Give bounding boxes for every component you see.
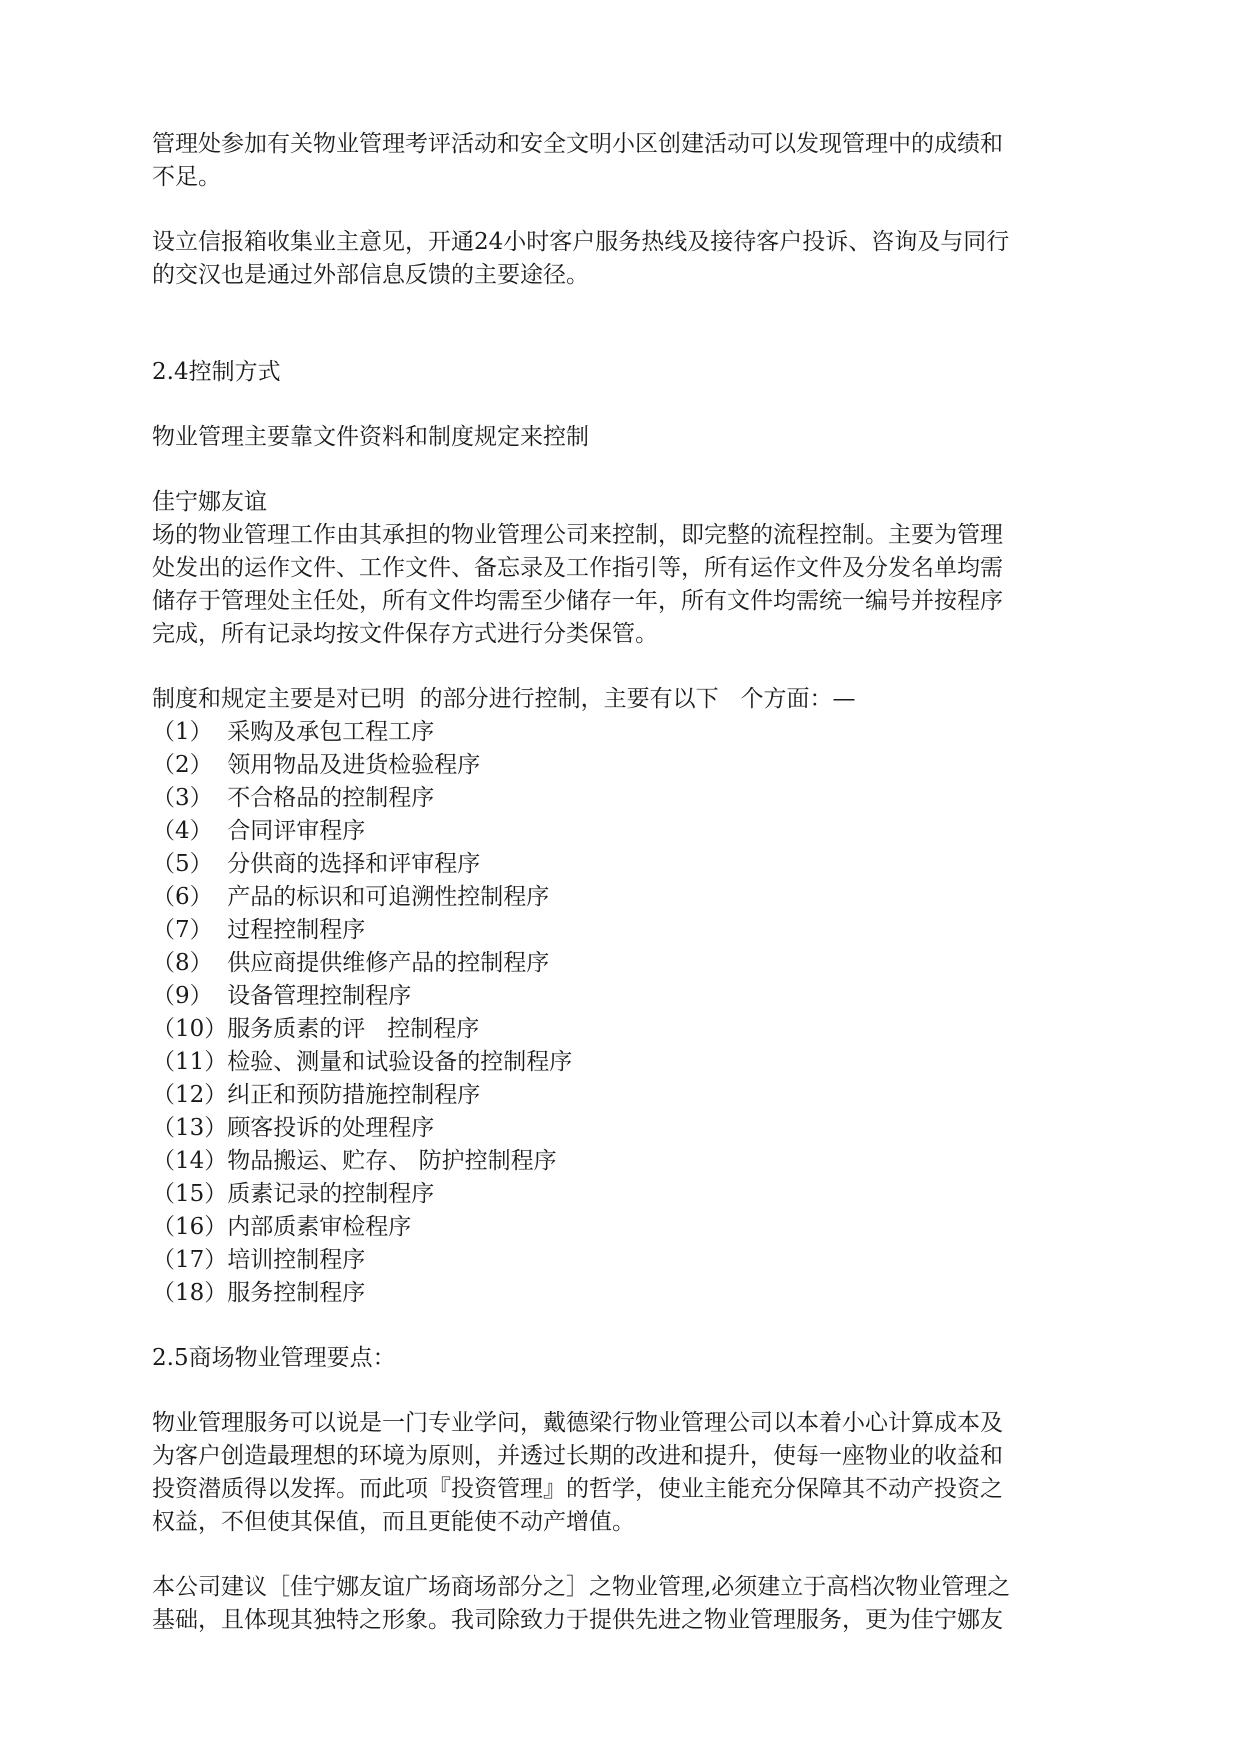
list-item: （18）服务控制程序 (152, 1280, 366, 1306)
list-item: （12）纠正和预防措施控制程序 (152, 1082, 481, 1108)
list-item: （11）检验、测量和试验设备的控制程序 (152, 1049, 573, 1075)
list-item: （16）内部质素审检程序 (152, 1214, 412, 1240)
paragraph-assessment-line-2: 不足。 (152, 164, 221, 190)
list-item: （1） 采购及承包工程工序 (152, 719, 435, 745)
paragraph-workflow-line-4: 储存于管理处主任处，所有文件均需至少储存一年，所有文件均需统一编号并按程序 (152, 588, 1003, 614)
list-item: （14）物品搬运、贮存、 防护控制程序 (152, 1148, 557, 1174)
paragraph-workflow-line-5: 完成，所有记录均按文件保存方式进行分类保管。 (152, 621, 658, 647)
list-item: （8） 供应商提供维修产品的控制程序 (152, 950, 550, 976)
list-item: （6） 产品的标识和可追溯性控制程序 (152, 884, 550, 910)
paragraph-workflow-line-2: 场的物业管理工作由其承担的物业管理公司来控制，即完整的流程控制。主要为管理 (152, 522, 1003, 548)
spacer (152, 651, 1092, 683)
paragraph-proposal-line-1: 本公司建议［佳宁娜友谊广场商场部分之］之物业管理,必须建立于高档次物业管理之 (152, 1574, 1011, 1600)
spacer (152, 389, 1092, 421)
paragraph-feedback-line-1: 设立信报箱收集业主意见，开通24小时客户服务热线及接待客户投诉、咨询及与同行 (152, 229, 1010, 255)
list-item: （4） 合同评审程序 (152, 818, 366, 844)
paragraph-assessment-line-1: 管理处参加有关物业管理考评活动和安全文明小区创建活动可以发现管理中的成绩和 (152, 131, 1003, 157)
paragraph-investment-line-2: 为客户创造最理想的环境为原则，并透过长期的改进和提升，使每一座物业的收益和 (152, 1443, 1003, 1469)
list-item: （13）顾客投诉的处理程序 (152, 1115, 435, 1141)
list-item: （7） 过程控制程序 (152, 917, 366, 943)
paragraph-proposal-line-2: 基础，且体现其独特之形象。我司除致力于提供先进之物业管理服务，更为佳宁娜友 (152, 1607, 1003, 1633)
paragraph-investment-line-1: 物业管理服务可以说是一门专业学问，戴德梁行物业管理公司以本着小心计算成本及 (152, 1410, 1003, 1436)
document-page (152, 128, 1092, 1637)
paragraph-regulations-intro: 制度和规定主要是对已明 的部分进行控制，主要有以下 个方面：— (152, 686, 856, 712)
list-item: （3） 不合格品的控制程序 (152, 785, 435, 811)
paragraph-control-method: 物业管理主要靠文件资料和制度规定来控制 (152, 424, 589, 450)
spacer (152, 1539, 1092, 1571)
spacer (152, 454, 1092, 486)
list-item: （17）培训控制程序 (152, 1247, 366, 1273)
spacer (152, 1310, 1092, 1342)
paragraph-feedback-line-2: 的交汉也是通过外部信息反馈的主要途径。 (152, 262, 589, 288)
list-item: （15）质素记录的控制程序 (152, 1181, 435, 1207)
paragraph-investment-line-3: 投资潜质得以发挥。而此项『投资管理』的哲学，使业主能充分保障其不动产投资之 (152, 1476, 1003, 1502)
paragraph-workflow-line-1: 佳宁娜友谊 (152, 489, 267, 515)
list-item: （9） 设备管理控制程序 (152, 983, 412, 1009)
list-item: （10）服务质素的评 控制程序 (152, 1016, 480, 1042)
paragraph-investment-line-4: 权益，不但使其保值，而且更能使不动产增值。 (152, 1509, 635, 1535)
procedure-list (152, 716, 1092, 1310)
spacer (152, 292, 1092, 356)
spacer (152, 1375, 1092, 1407)
section-heading-2-4: 2.4控制方式 (152, 359, 281, 385)
paragraph-workflow-line-3: 处发出的运作文件、工作文件、备忘录及工作指引等，所有运作文件及分发名单均需 (152, 555, 1003, 581)
section-heading-2-5: 2.5商场物业管理要点： (152, 1345, 396, 1371)
list-item: （5） 分供商的选择和评审程序 (152, 851, 481, 877)
list-item: （2） 领用物品及进货检验程序 (152, 752, 481, 778)
spacer (152, 194, 1092, 226)
